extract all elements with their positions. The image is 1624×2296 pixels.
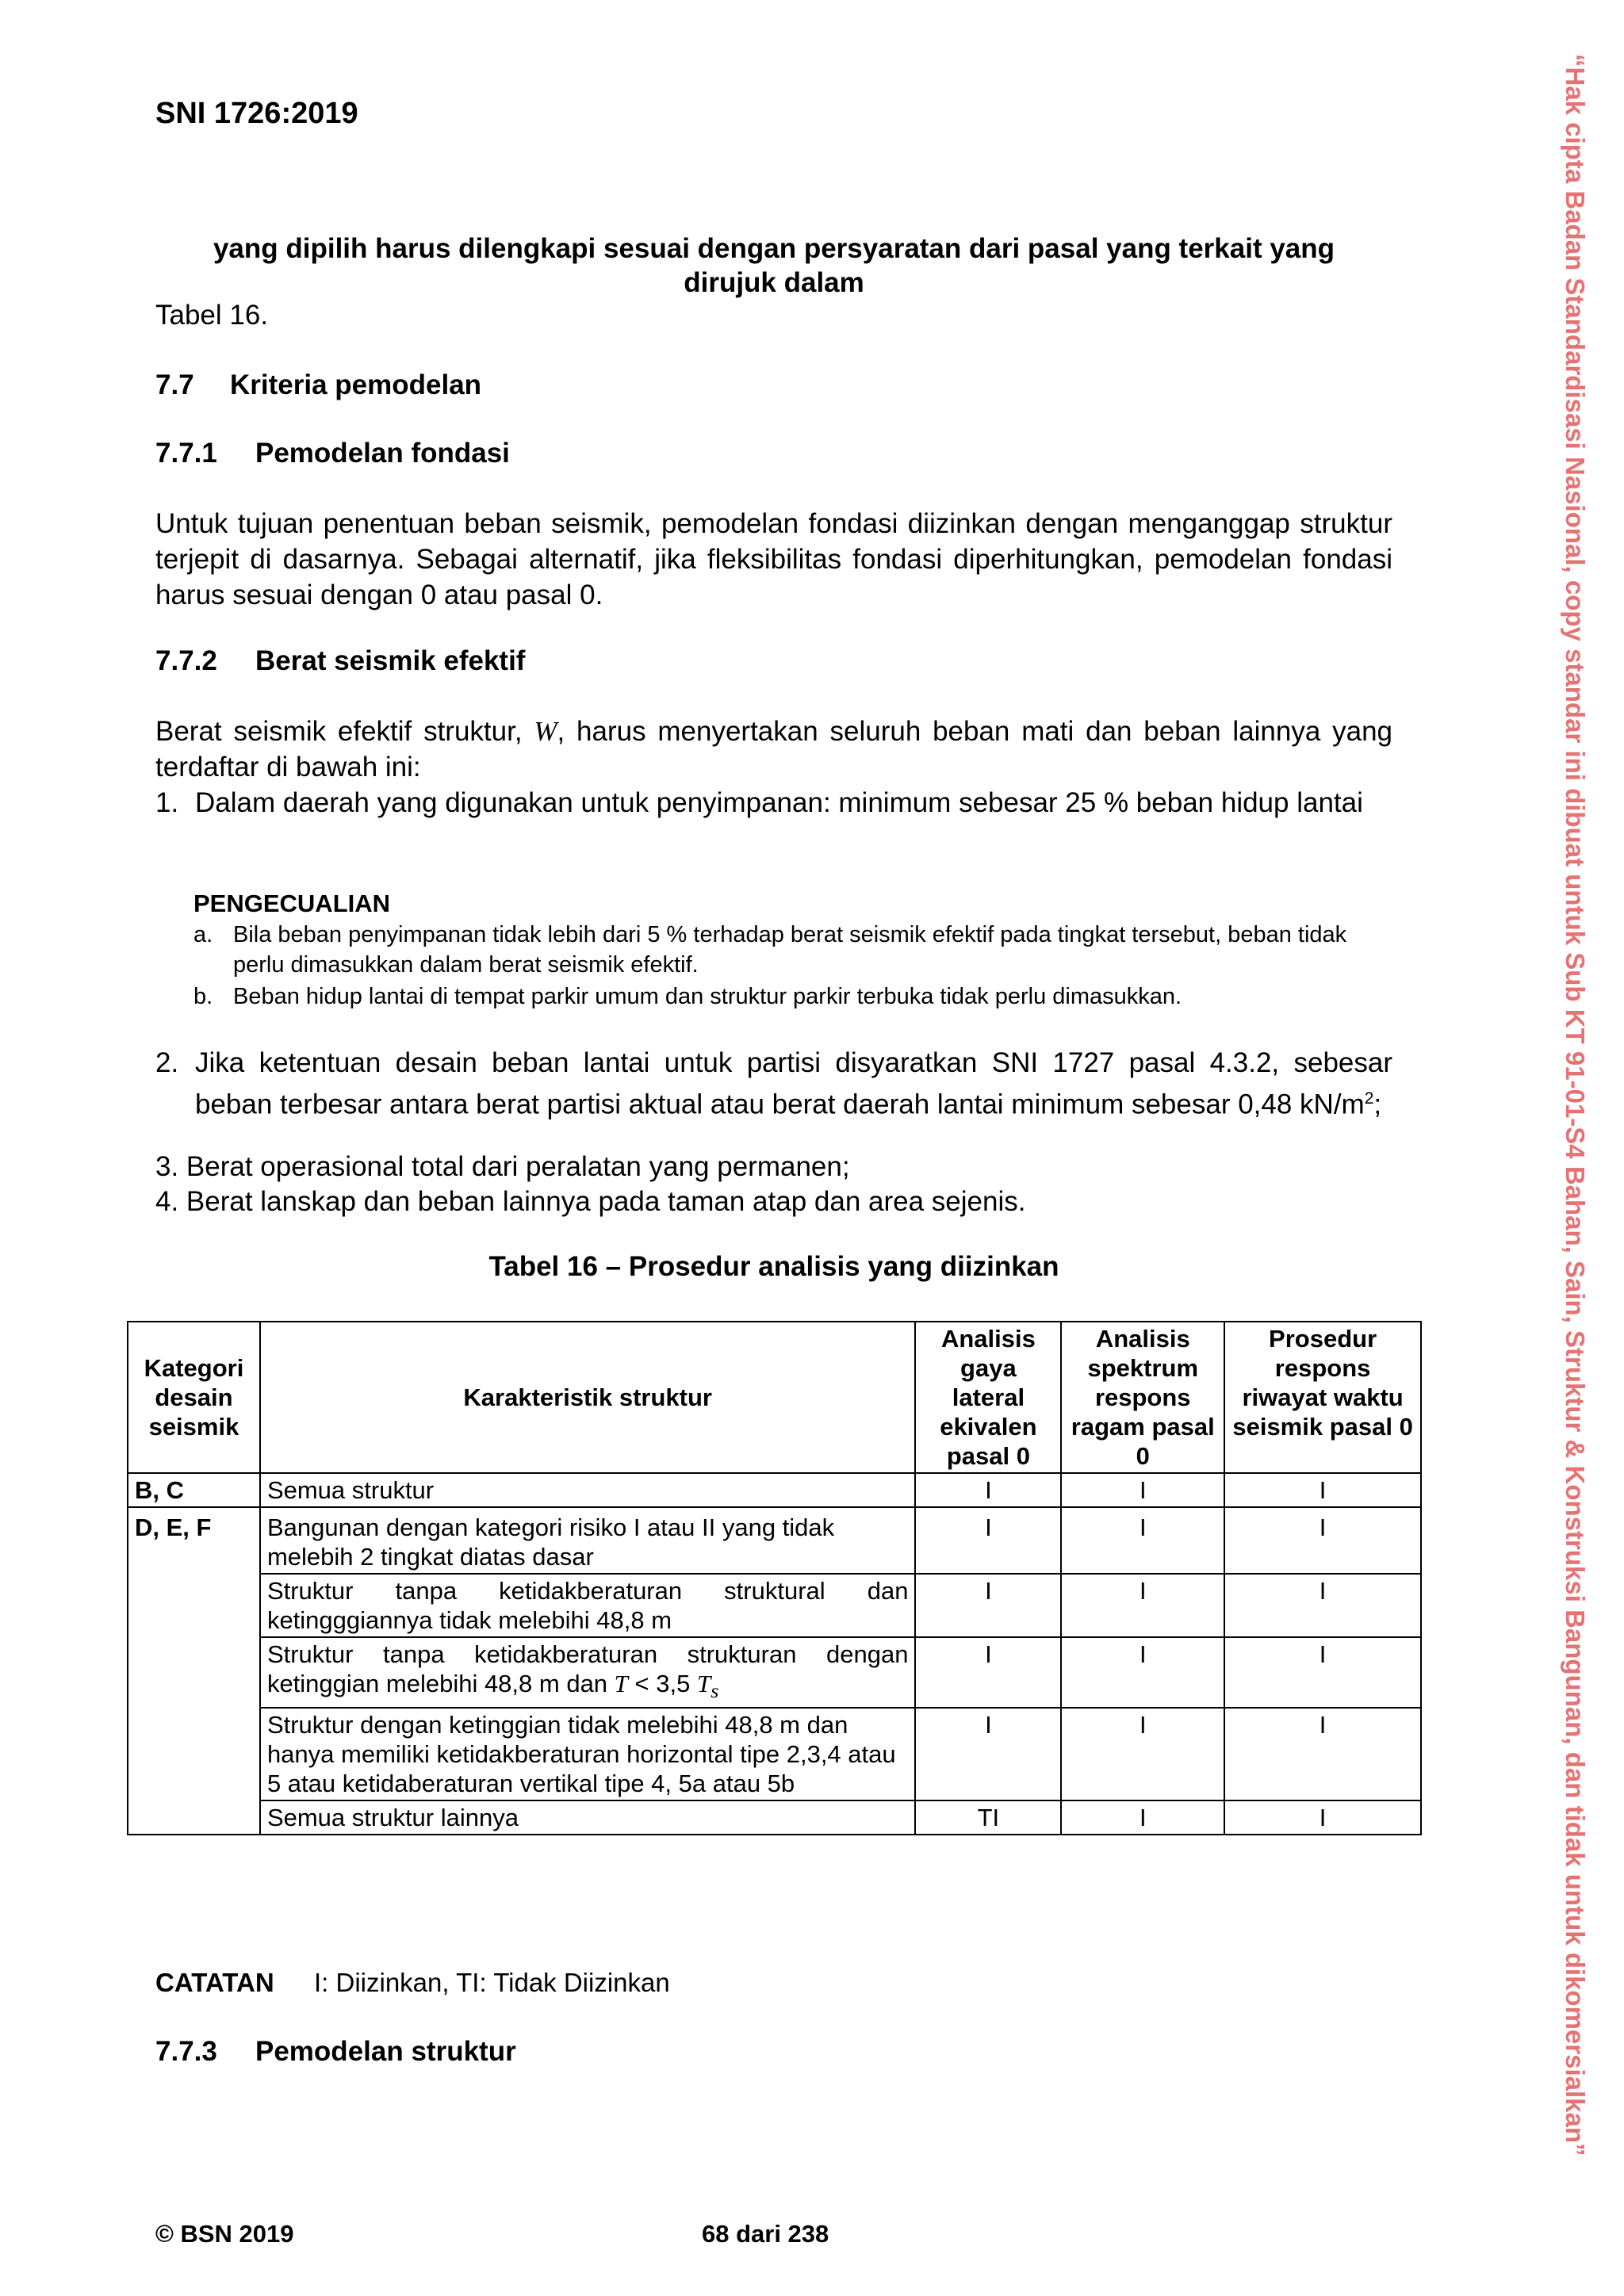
header-elf: Analisis gaya lateral ekivalen pasal 0 [915,1322,1061,1473]
footer-copyright: © BSN 2019 [155,2220,294,2248]
table-row [128,1637,1421,1708]
list-item-1 [155,785,1392,821]
section-number: 7.7 [155,369,194,400]
header-modal: Analisis spektrum respons ragam pasal 0 [1061,1322,1224,1473]
section-title: Berat seismik efektif [255,645,526,676]
weight-symbol: W [534,716,557,747]
list-item-2 [155,1045,1392,1123]
paragraph-text: Berat seismik efektif struktur, [155,716,534,747]
section-title: Pemodelan fondasi [255,438,510,469]
procedures-table [127,1321,1422,1835]
list-text [195,1045,1392,1123]
exception-letter: b. [193,984,213,1009]
characteristics-cell: Bangunan dengan kategori risiko I atau II yang tidak melebih 2 tingkat diatas dasar [260,1507,916,1574]
paragraph-text: , harus menyertakan seluruh beban mati dan beban lainnya yang terdaftar di bawah ini: [155,716,1393,783]
elf-cell: I [915,1473,1061,1507]
intro-bold-text [155,232,1392,300]
note-text: I: Diizinkan, TI: Tidak Diizinkan [314,1968,670,1997]
table-row [128,1473,1421,1507]
table-row [128,1708,1421,1800]
list-number: 1. [155,787,179,818]
copyright-watermark [1554,54,1624,2250]
exception-text: Beban hidup lantai di tempat parkir umum dan struktur parkir terbuka tidak perlu dimasukkan. [233,984,1182,1009]
section-7-7-3-heading [155,2036,516,2068]
category-cell: B, C [128,1473,260,1507]
table-header-row [128,1322,1421,1473]
section-number: 7.7.1 [155,438,217,469]
note-label: CATATAN [155,1968,274,1997]
document-header: SNI 1726:2019 [155,97,358,130]
header-characteristics: Karakteristik struktur [260,1322,916,1473]
section-title: Pemodelan struktur [255,2036,516,2067]
characteristics-cell: Struktur tanpa ketidakberaturan struktural dan ketingggiannya tidak melebihi 48,8 m [260,1574,916,1637]
modal-cell: I [1061,1708,1224,1800]
footer-page-number: 68 dari 238 [702,2220,829,2248]
characteristics-cell: Semua struktur lainnya [260,1800,916,1835]
table-row [128,1574,1421,1637]
modal-cell: I [1061,1473,1224,1507]
period-symbol: T [696,1670,711,1697]
history-cell: I [1224,1708,1421,1800]
exception-text: Bila beban penyimpanan tidak lebih dari 5 % terhadap berat seismik efektif pada tingkat tersebut, beban tidak perlu dimasukkan dalam berat seismik efektif. [233,922,1347,978]
header-history: Prosedur respons riwayat waktu seismik pasal 0 [1224,1322,1421,1473]
characteristics-cell: Struktur dengan ketinggian tidak melebihi 48,8 m dan hanya memiliki ketidakberaturan horizontal tipe 2,3,4 atau 5 atau ketidaberaturan vertikal tipe 4, 5a atau 5b [260,1708,916,1800]
section-7-7-1-paragraph: Untuk tujuan penentuan beban seismik, pemodelan fondasi diizinkan dengan menganggap struktur terjepit di dasarnya. Sebagai alternatif, jika fleksibilitas fondasi diperhitungkan, pemodelan fondasi harus sesuai dengan 0 atau pasal 0. [155,508,1392,610]
section-7-7-2-heading [155,645,525,677]
elf-cell: I [915,1574,1061,1637]
history-cell: I [1224,1507,1421,1574]
characteristics-cell [260,1637,916,1708]
history-cell: I [1224,1473,1421,1507]
modal-cell: I [1061,1574,1224,1637]
intro-plain-text: Tabel 16. [155,300,269,331]
list-number: 2. [155,1047,179,1078]
history-cell: I [1224,1800,1421,1835]
category-cell: D, E, F [128,1507,260,1835]
exception-item-b [193,982,1391,1012]
elf-cell: TI [915,1800,1061,1835]
section-number: 7.7.3 [155,2036,217,2067]
period-symbol: T [614,1670,628,1697]
list-text-end: ; [1373,1089,1382,1120]
list-item-4: 4. Berat lanskap dan beban lainnya pada taman atap dan area sejenis. [155,1186,1026,1217]
table-row [128,1800,1421,1835]
list-text: Dalam daerah yang digunakan untuk penyimpanan: minimum sebesar 25 % beban hidup lantai [195,787,1363,818]
section-title: Kriteria pemodelan [230,369,482,400]
elf-cell: I [915,1637,1061,1708]
table-row [128,1507,1421,1574]
elf-cell: I [915,1708,1061,1800]
intro-bold-line-2: dirujuk dalam [684,267,864,298]
intro-bold-line-1: yang dipilih harus dilengkapi sesuai dengan persyaratan dari pasal yang terkait yang [213,233,1335,264]
modal-cell: I [1061,1507,1224,1574]
table-note [155,1968,670,1998]
exception-title: PENGECUALIAN [193,890,391,917]
superscript: 2 [1364,1089,1374,1108]
history-cell: I [1224,1574,1421,1637]
history-cell: I [1224,1637,1421,1708]
section-7-7-2-paragraph [155,714,1392,785]
cell-text: < 3,5 [627,1670,697,1697]
section-number: 7.7.2 [155,645,217,676]
exception-letter: a. [193,922,213,947]
header-category: Kategori desain seismik [128,1322,260,1473]
section-7-7-1-heading [155,438,510,469]
exception-item-a [193,920,1391,980]
cell-text: Struktur tanpa ketidakberaturan strukturan dengan ketinggian melebihi 48,8 m dan [266,1640,909,1697]
list-item-3: 3. Berat operasional total dari peralatan yang permanen; [155,1151,850,1182]
modal-cell: I [1061,1800,1224,1835]
section-7-7-heading [155,369,481,401]
subscript: s [710,1679,719,1703]
watermark-text: “Hak cipta Badan Standardisasi Nasional, copy standar ini dibuat untuk Sub KT 91-01-S4 Bahan, Sain, Struktur & Konstruksi Bangunan, dan tidak untuk dikomersialkan” [1561,54,1590,2156]
characteristics-cell: Semua struktur [260,1473,916,1507]
list-text-body: Jika ketentuan desain beban lantai untuk partisi disyaratkan SNI 1727 pasal 4.3.2, sebesar beban terbesar antara berat partisi aktual atau berat daerah lantai minimum sebesar 0,48 kN/m [195,1047,1392,1120]
modal-cell: I [1061,1637,1224,1708]
table-title: Tabel 16 – Prosedur analisis yang diizinkan [488,1251,1059,1282]
elf-cell: I [915,1507,1061,1574]
